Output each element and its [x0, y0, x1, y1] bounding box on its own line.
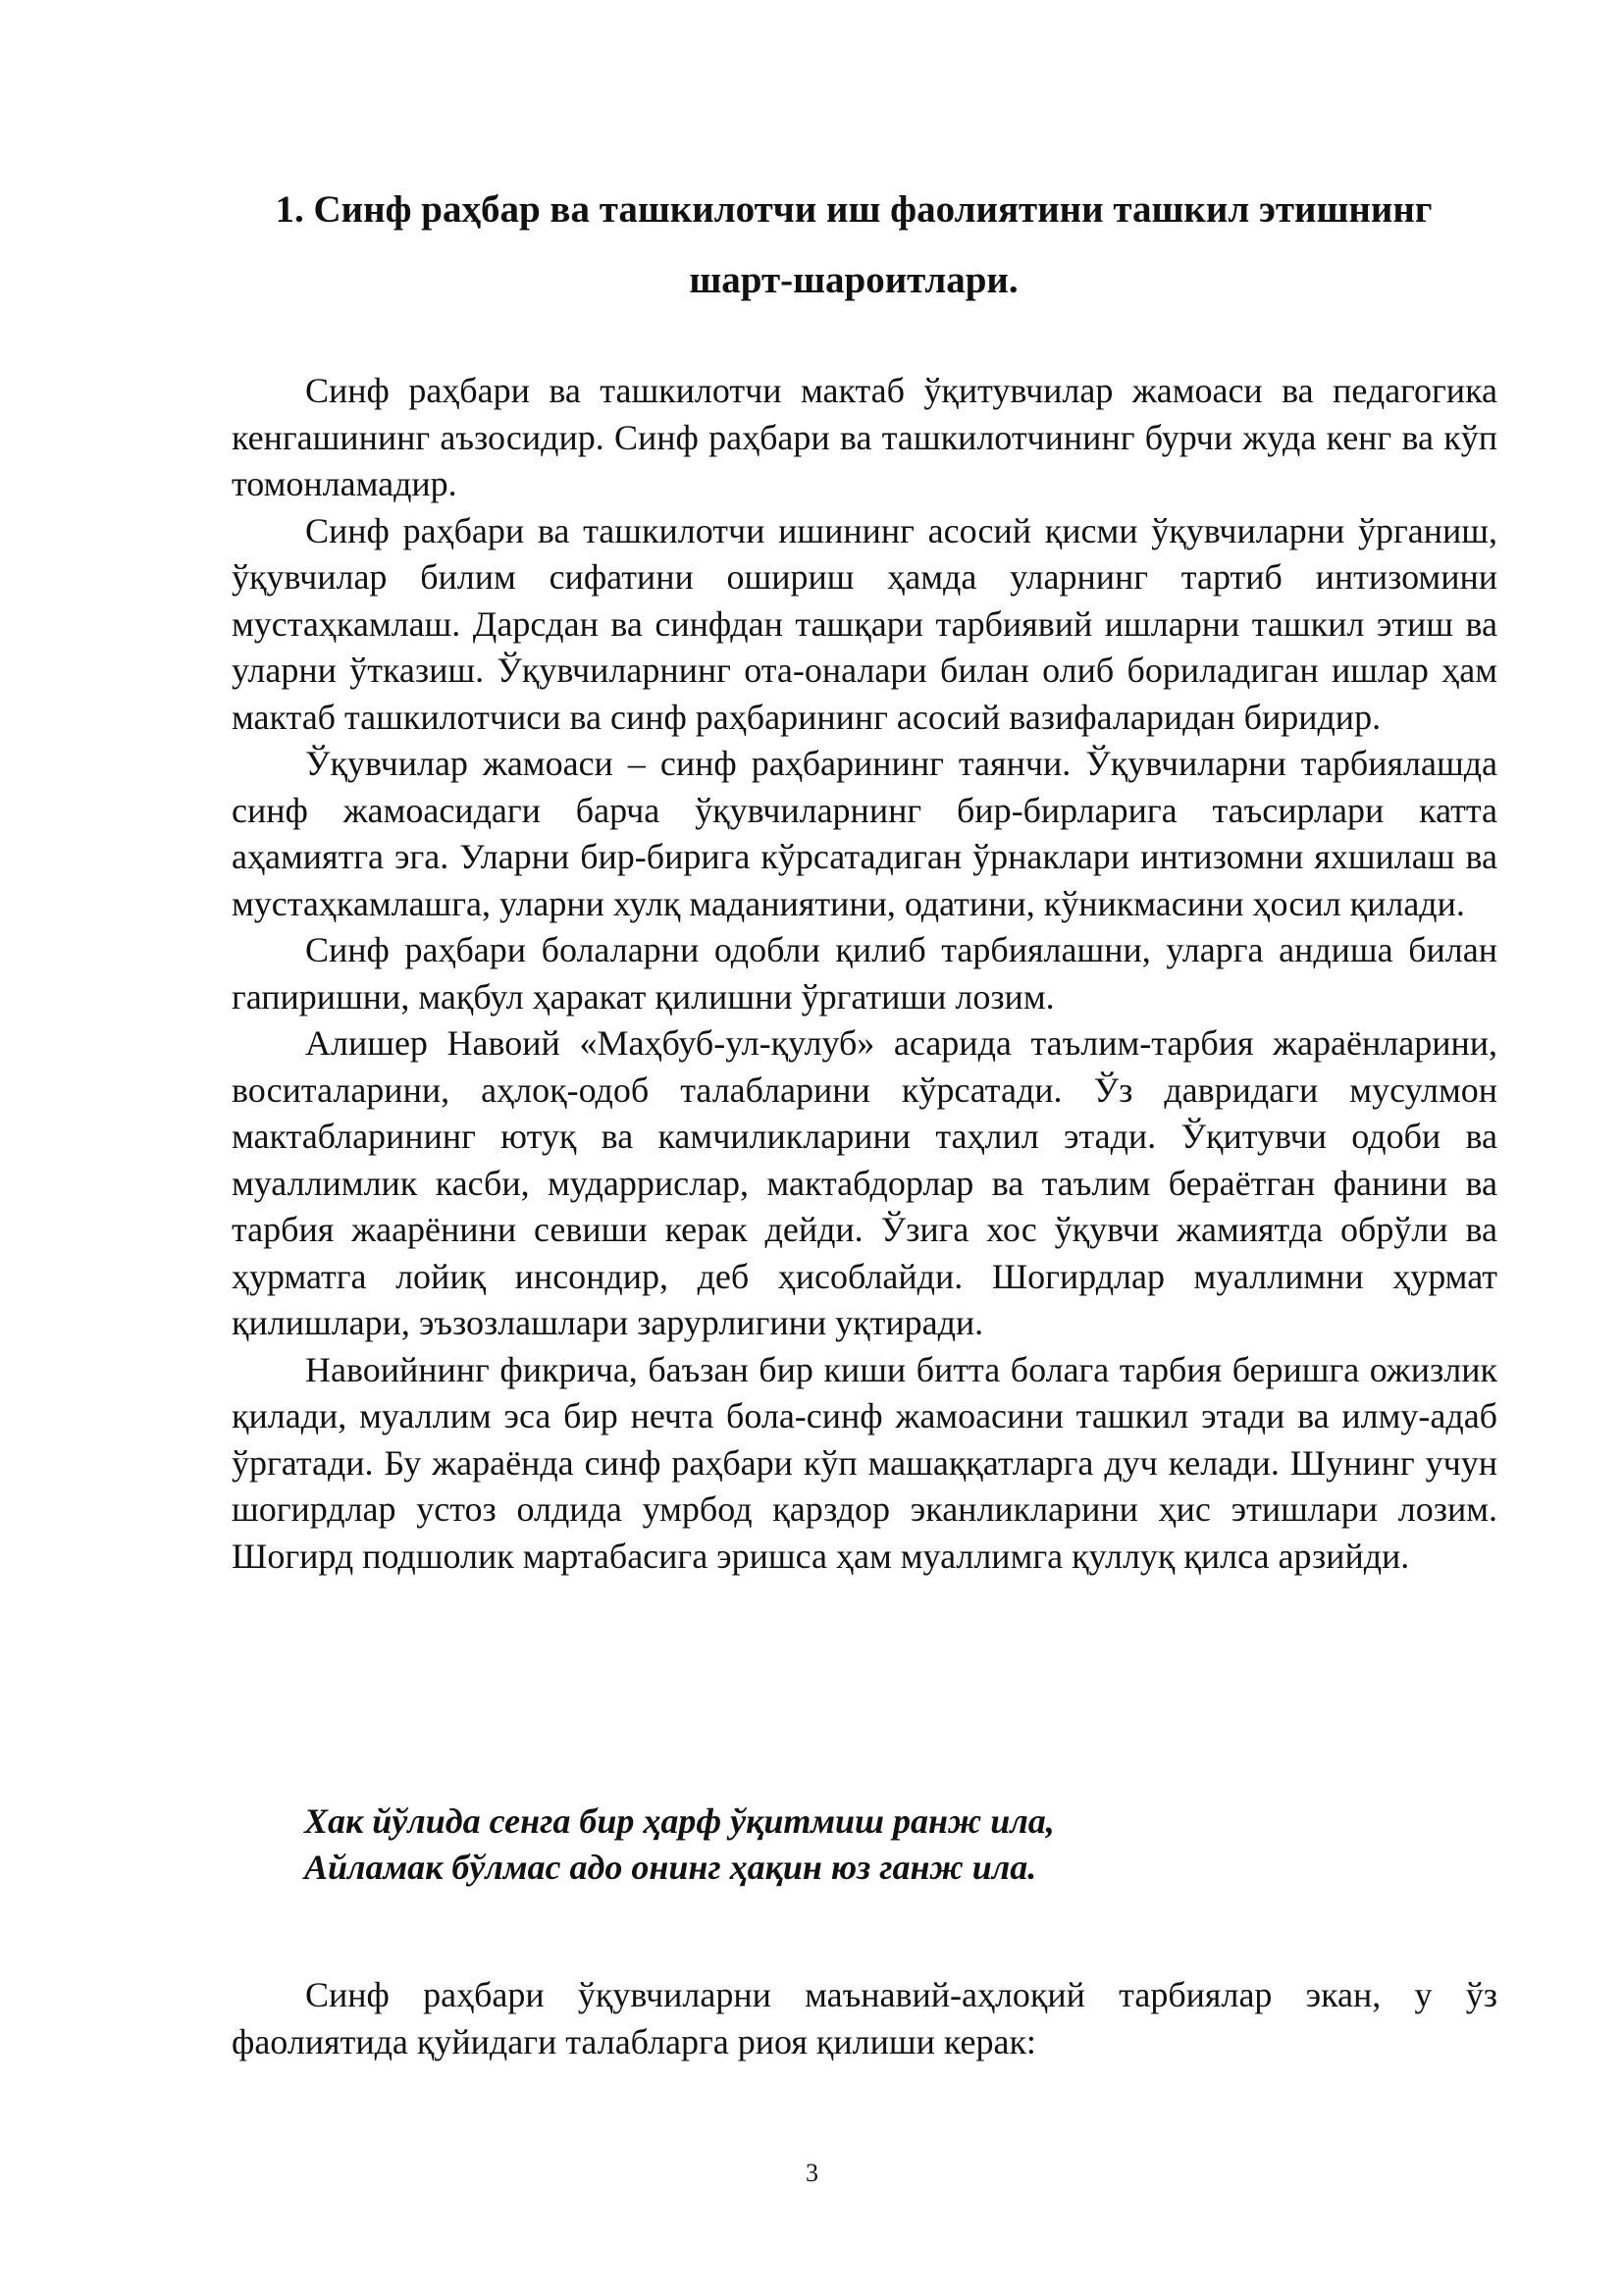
closing-text	[232, 1972, 1497, 2065]
verse-quote	[304, 1799, 1482, 1891]
verse-line-1: Хак йўлида сенга бир ҳарф ўқитмиш ранж ила,	[304, 1801, 1055, 1841]
paragraph-3: Ўқувчилар жамоаси – синф раҳбарининг таянчи. Ўқувчиларни тарбиялашда синф жамоасидаги барча ўқувчиларнинг бир-бирларига таъсирлари катта аҳамиятга эга. Уларни бир-бирига кўрсатадиган ўрнаклари интизомни яхшилаш ва мустаҳкамлашга, уларни хулқ маданиятини, одатини, кўникмасини ҳосил қилади.	[232, 744, 1497, 923]
section-title-line-2: шарт-шароитлари.	[689, 259, 1019, 301]
section-title-line-1: 1. Синф раҳбар ва ташкилотчи иш фаолиятини ташкил этишнинг	[275, 188, 1433, 231]
closing-paragraph: Синф раҳбари ўқувчиларни маънавий-аҳлоқий тарбиялар экан, у ўз фаолиятида қуйидаги талабларга риоя қилиши керак:	[232, 1975, 1497, 2061]
page-number: 3	[806, 2159, 818, 2187]
verse-line-2: Айламак бўлмас адо онинг ҳақин юз ганж ила.	[304, 1848, 1037, 1887]
paragraph-4: Синф раҳбари болаларни одобли қилиб тарбиялашни, уларга андиша билан гапиришни, мақбул ҳаракат қилишни ўргатиши лозим.	[232, 930, 1497, 1017]
body-text	[232, 368, 1497, 1580]
paragraph-6: Навоийнинг фикрича, баъзан бир киши битта болага тарбия беришга ожизлик қилади, муаллим эса бир нечта бола-синф жамоасини ташкил этади ва илму-адаб ўргатади. Бу жараёнда синф раҳбари кўп машаққатларга дуч келади. Шунинг учун шогирдлар устоз олдида умрбод қарздор эканликларини ҳис этишлари лозим. Шогирд подшолик мартабасига эришса ҳам муаллимга қуллуқ қилса арзийди.	[232, 1349, 1497, 1576]
paragraph-1: Синф раҳбари ва ташкилотчи мактаб ўқитувчилар жамоаси ва педагогика кенгашининг аъзосидир. Синф раҳбари ва ташкилотчининг бурчи жуда кенг ва кўп томонламадир.	[232, 371, 1497, 503]
paragraph-2: Синф раҳбари ва ташкилотчи ишининг асосий қисми ўқувчиларни ўрганиш, ўқувчилар билим сифатини ошириш ҳамда уларнинг тартиб интизомини мустаҳкамлаш. Дарсдан ва синфдан ташқари тарбиявий ишларни ташкил этиш ва уларни ўтказиш. Ўқувчиларнинг ота-оналари билан олиб бориладиган ишлар ҳам мактаб ташкилотчиси ва синф раҳбарининг асосий вазифаларидан биридир.	[232, 510, 1497, 737]
paragraph-5: Алишер Навоий «Маҳбуб-ул-қулуб» асарида таълим-тарбия жараёнларини, воситаларини, аҳлоқ-одоб талабларини кўрсатади. Ўз давридаги мусулмон мактабларининг ютуқ ва камчиликларини таҳлил этади. Ўқитувчи одоби ва муаллимлик касби, мударрислар, мактабдорлар ва таълим бераётган фанини ва тарбия жаарёнини севиши керак дейди. Ўзига хос ўқувчи жамиятда обрўли ва ҳурматга лойиқ инсондир, деб ҳисоблайди. Шогирдлар муаллимни ҳурмат қилишлари, эъзозлашлари зарурлигини уқтиради.	[232, 1023, 1497, 1342]
